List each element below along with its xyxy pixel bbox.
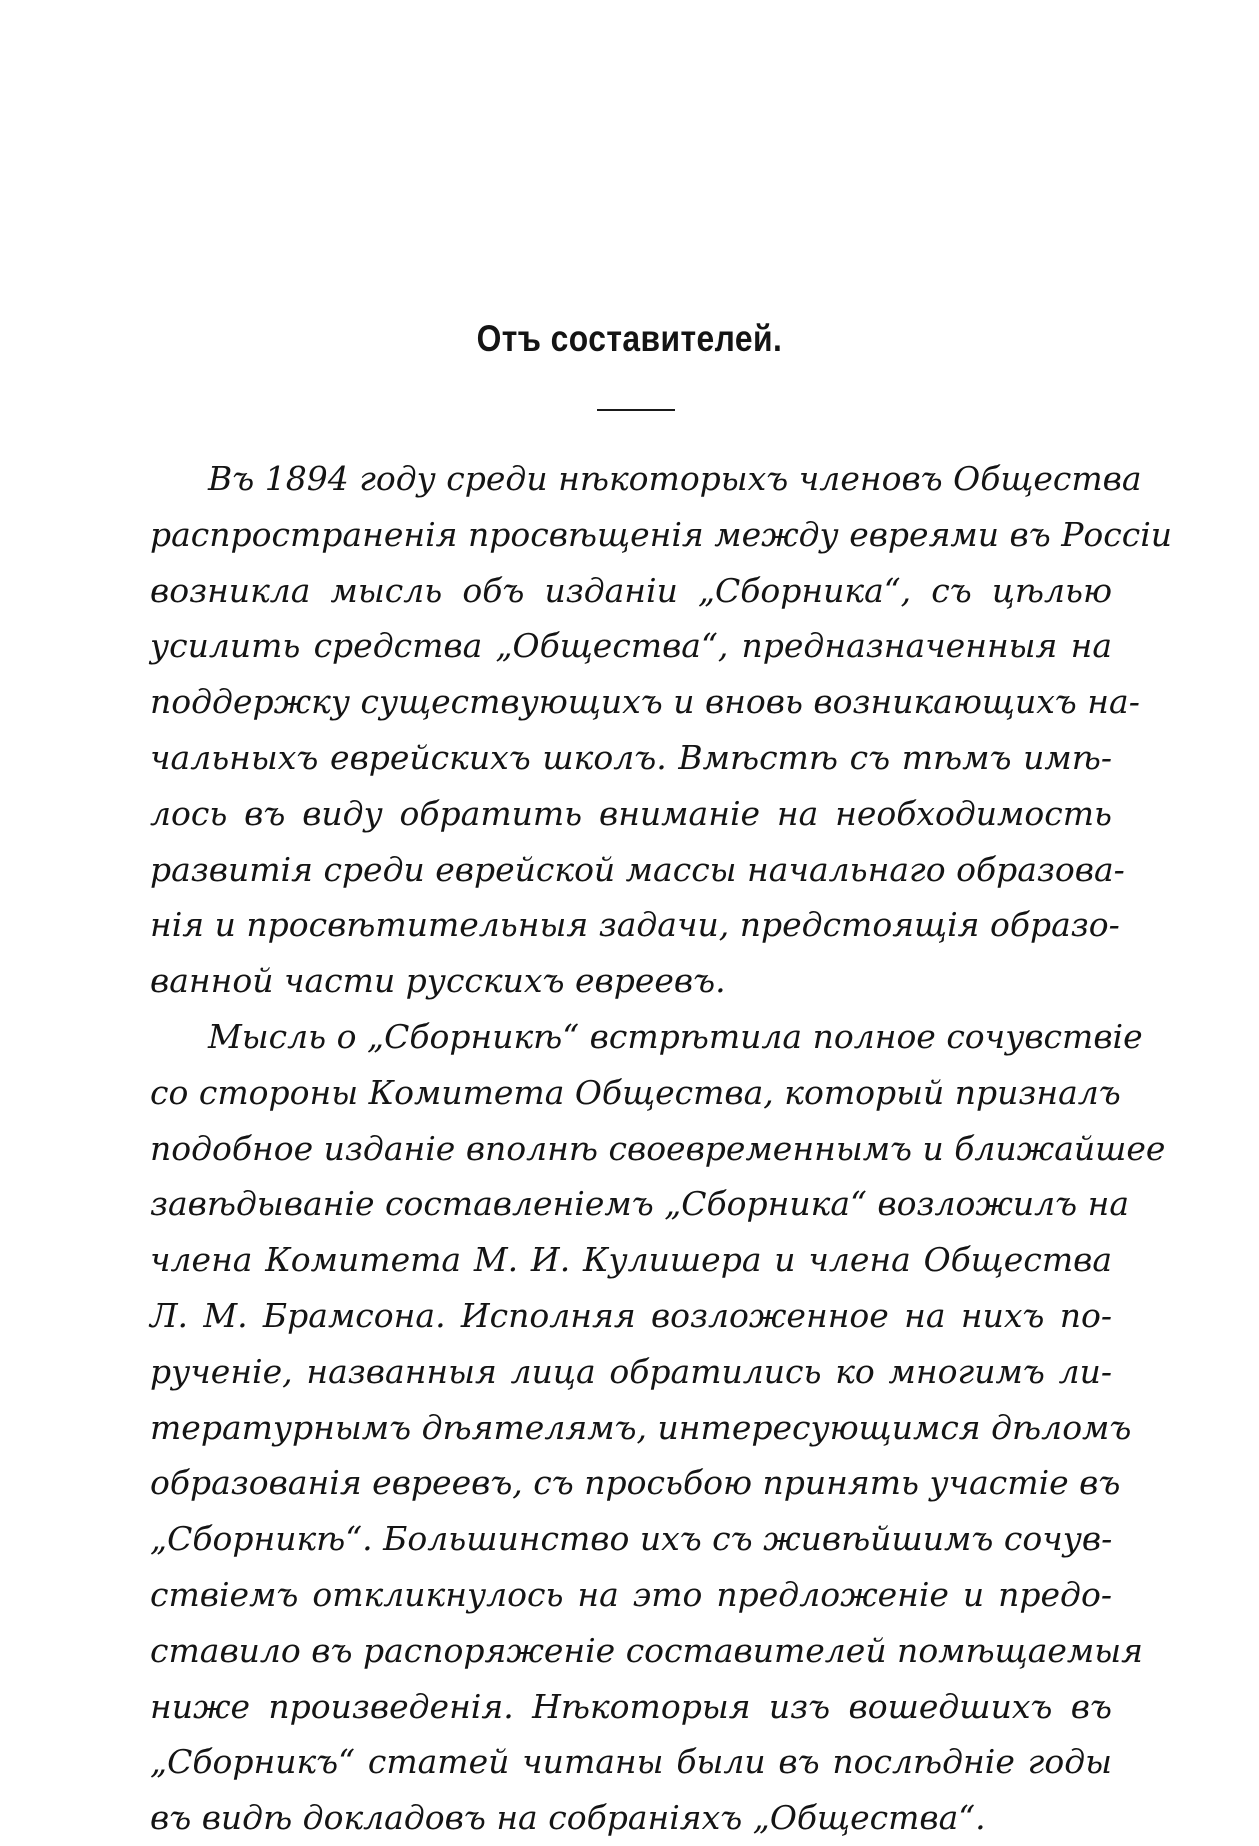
text-line: Въ 1894 году среди нѣкоторыхъ членовъ Общества [208, 459, 1142, 498]
text-line: ствіемъ откликнулось на это предложеніе и предо- [150, 1574, 1112, 1614]
text-line: ставило въ распоряженіе составителей помѣщаемыя [150, 1630, 1143, 1670]
body-text [150, 451, 1173, 1846]
text-line: нія и просвѣтительныя задачи, предстоящія образо- [150, 905, 1120, 945]
text-line: поддержку существующихъ и вновь возникающихъ на- [150, 682, 1140, 722]
text-line: „Сборникъ“ статей читаны были въ послѣдніе годы [150, 1742, 1112, 1782]
title-divider [597, 409, 675, 411]
text-line: возникла мысль объ изданіи „Сборника“, съ цѣлью [150, 570, 1112, 610]
text-line: лось въ виду обратить вниманіе на необходимость [150, 793, 1112, 833]
text-line: образованія евреевъ, съ просьбою принять участіе въ [150, 1463, 1121, 1503]
text-line: чальныхъ еврейскихъ школъ. Вмѣстѣ съ тѣмъ имѣ- [150, 737, 1112, 777]
page-title: Отъ составителей. [476, 318, 783, 359]
text-line: ниже произведенія. Нѣкоторыя изъ вошедшихъ въ [150, 1686, 1112, 1726]
text-line: завѣдываніе составленіемъ „Сборника“ возложилъ на [150, 1184, 1130, 1224]
text-line: рученіе, названныя лица обратились ко многимъ ли- [150, 1351, 1112, 1391]
text-line: тературнымъ дѣятелямъ, интересующимся дѣломъ [150, 1407, 1132, 1447]
text-line: ванной части русскихъ евреевъ. [150, 961, 726, 1001]
text-line: Л. М. Брамсона. Исполняя возложенное на нихъ по- [150, 1295, 1112, 1335]
text-line: усилить средства „Общества“, предназначенныя на [150, 626, 1112, 666]
text-line: Мысль о „Сборникѣ“ встрѣтила полное сочувствіе [208, 1016, 1143, 1056]
text-line: члена Комитета М. И. Кулишера и члена Общества [150, 1240, 1112, 1280]
text-line: въ видѣ докладовъ на собраніяхъ „Общества“. [150, 1798, 986, 1838]
text-line: со стороны Комитета Общества, который призналъ [150, 1072, 1121, 1112]
text-line: подобное изданіе вполнѣ своевременнымъ и ближайшее [150, 1128, 1166, 1168]
text-line: развитія среди еврейской массы начальнаго образова- [150, 849, 1125, 889]
text-line: „Сборникѣ“. Большинство ихъ съ живѣйшимъ сочув- [150, 1519, 1113, 1559]
text-line: распространенія просвѣщенія между евреями въ Россіи [150, 514, 1173, 554]
